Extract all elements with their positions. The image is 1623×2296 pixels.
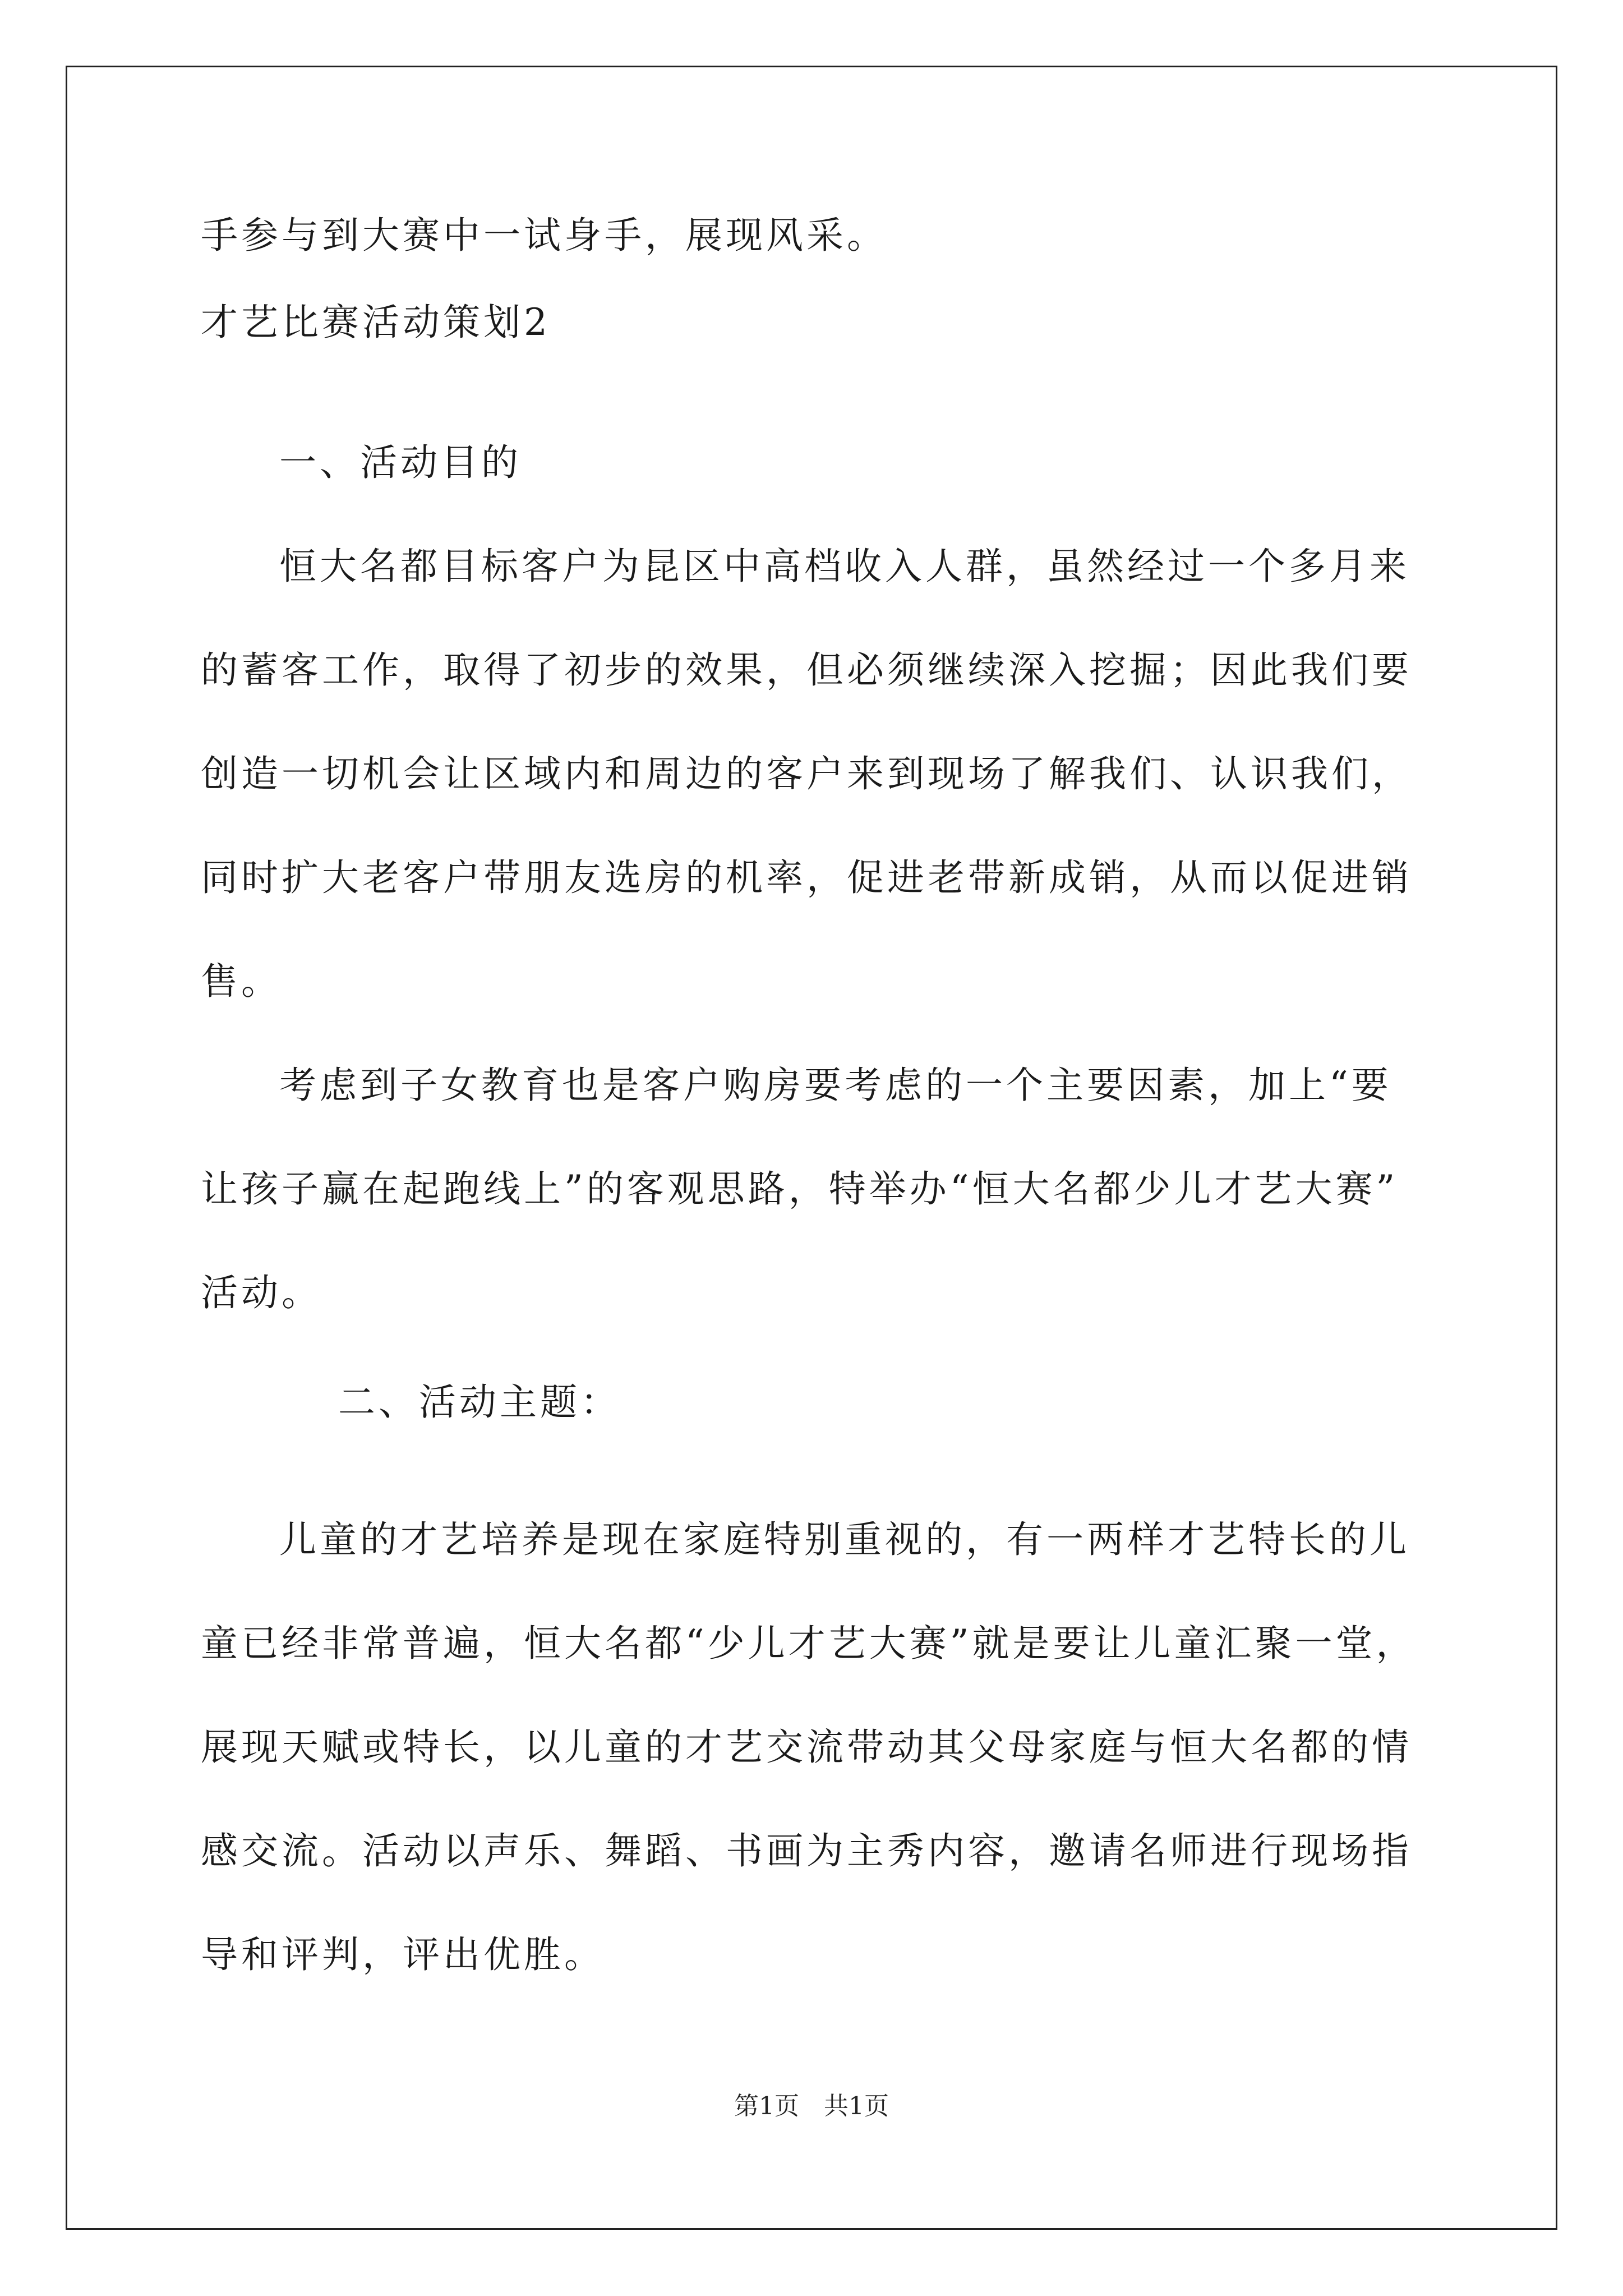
paragraph-line: 创造一切机会让区域内和周边的客户来到现场了解我们、认识我们， [201, 752, 1412, 795]
paragraph-line: 同时扩大老客户带朋友选房的机率，促进老带新成销，从而以促进销 [201, 856, 1412, 899]
paragraph-line: 让孩子赢在起跑线上”的客观思路，特举办“恒大名都少儿才艺大赛” [201, 1167, 1399, 1211]
paragraph-line: 导和评判，评出优胜。 [201, 1933, 605, 1976]
paragraph-line: 考虑到子女教育也是客户购房要考虑的一个主要因素，加上“要 [279, 1064, 1392, 1107]
section-heading: 二、活动主题： [338, 1381, 621, 1424]
paragraph-line: 展现天赋或特长，以儿童的才艺交流带动其父母家庭与恒大名都的情 [201, 1726, 1412, 1769]
paragraph-line: 童已经非常普遍，恒大名都“少儿才艺大赛”就是要让儿童汇聚一堂， [201, 1622, 1417, 1665]
paragraph-line: 手参与到大赛中一试身手，展现风采。 [201, 214, 887, 257]
paragraph-line: 儿童的才艺培养是现在家庭特别重视的，有一两样才艺特长的儿 [279, 1518, 1410, 1561]
page-number: 第1页 共1页 [734, 2092, 889, 2120]
section-heading: 才艺比赛活动策划2 [201, 301, 551, 344]
paragraph-line: 感交流。活动以声乐、舞蹈、书画为主秀内容，邀请名师进行现场指 [201, 1829, 1412, 1872]
section-heading: 一、活动目的 [279, 441, 522, 484]
paragraph-line: 售。 [201, 960, 282, 1003]
paragraph-line: 恒大名都目标客户为昆区中高档收入人群，虽然经过一个多月来 [279, 545, 1410, 588]
paragraph-line: 的蓄客工作，取得了初步的效果，但必须继续深入挖掘；因此我们要 [201, 648, 1412, 692]
page-border [66, 66, 1557, 2230]
paragraph-line: 活动。 [201, 1271, 322, 1314]
